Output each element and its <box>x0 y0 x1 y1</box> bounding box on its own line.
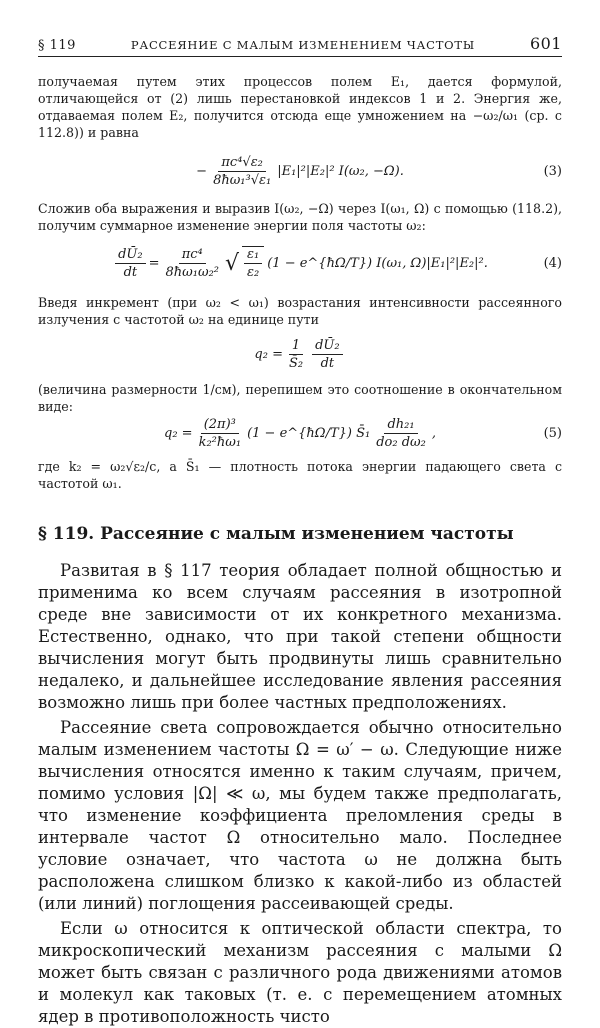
eq4-sqrt-fraction <box>242 246 264 280</box>
header-section: § 119 <box>38 38 76 53</box>
eq4-numerator: πc⁴ <box>179 247 206 264</box>
eq3-tag: (3) <box>543 164 562 179</box>
body-paragraph-3: Если ω относится к оптической области спектра, то микроскопический механизм рассеяния с малыми Ω может быть связан с различного рода движениями атомов и молекул как таковых (т. е. с перемещением атомных ядер в противоположность чисто <box>38 919 562 1026</box>
eq5-fraction-1 <box>196 417 245 450</box>
q2-fraction-2 <box>312 338 343 371</box>
equation-3 <box>38 155 562 188</box>
running-header <box>38 34 562 57</box>
paragraph-4: (величина размерности 1/см), перепишем это соотношение в окончательном виде: <box>38 382 562 414</box>
eq3-prefix: − <box>196 164 208 179</box>
eq5-denominator-1: k₂²ħω₁ <box>198 435 242 450</box>
eq4-sqrt-denominator: ε₂ <box>247 265 260 280</box>
eq4-lhs-denominator: dt <box>123 264 138 280</box>
eq3-numerator: πc⁴√ε₂ <box>218 155 266 172</box>
eq4-lhs <box>115 247 146 280</box>
eq5-fraction-2 <box>373 417 429 450</box>
eq4-sqrt-sign: √ <box>225 250 240 276</box>
page <box>38 34 562 1028</box>
q2-lhs: q₂ = <box>254 347 283 362</box>
eq5-middle: (1 − e^{ħΩ/T}) S̄₁ <box>247 426 371 441</box>
eq3-denominator: 8ħω₁³√ε₁ <box>213 173 272 188</box>
q2-numerator-2: dŪ₂ <box>312 338 343 355</box>
page-number: 601 <box>529 34 562 53</box>
section-body <box>38 560 562 1028</box>
eq5-numerator-2: dh₂₁ <box>384 417 417 434</box>
eq5-denominator-2: do₂ dω₂ <box>376 435 426 450</box>
q2-denominator-1: S̄₂ <box>288 356 304 371</box>
paragraph-5: где k₂ = ω₂√ε₂/c, а S̄₁ — плотность потока энергии падающего света с частотой ω₁. <box>38 459 562 491</box>
eq4-tag: (4) <box>543 255 562 271</box>
upper-text <box>38 73 562 492</box>
body-paragraph-2: Рассеяние света сопровождается обычно относительно малым изменением частоты Ω = ω′ − ω. Следующие ниже вычисления относятся именно к таким случаям, причем, помимо условия |Ω| ≪ ω, мы будем также предполагать, что изменение коэффициента преломления среды в интервале частот Ω относительно мало. Последнее условие означает, что частота ω не должна быть расположена слишком близко к какой-либо из областей (или линий) поглощения рассеивающей среды. <box>38 718 562 913</box>
paragraph-1: получаемая путем этих процессов полем E₁, дается формулой, отличающейся от (2) лишь перестановкой индексов 1 и 2. Энергия же, отдаваемая полем E₂, получится отсюда еще умножением на −ω₂/ω₁ (ср. с 112.8)) и равна <box>38 74 562 140</box>
eq4-lhs-numerator: dŪ₂ <box>115 247 146 264</box>
q2-numerator-1: 1 <box>289 338 303 355</box>
eq4-fraction <box>163 247 222 280</box>
q2-denominator-2: dt <box>320 356 335 371</box>
paragraph-2: Сложив оба выражения и выразив I(ω₂, −Ω) через I(ω₁, Ω) с помощью (118.2), получим суммарное изменение энергии поля частоты ω₂: <box>38 201 562 233</box>
paragraph-3: Введя инкремент (при ω₂ < ω₁) возрастания интенсивности рассеянного излучения с частотой ω₂ на единице пути <box>38 295 562 327</box>
eq4-rest: (1 − e^{ħΩ/T}) I(ω₁, Ω)|E₁|²|E₂|². <box>267 255 488 271</box>
eq3-fraction <box>210 155 274 188</box>
q2-fraction-1 <box>286 338 306 371</box>
equation-q2 <box>38 338 562 371</box>
eq5-numerator-1: (2π)³ <box>201 417 239 434</box>
equation-4 <box>38 246 562 280</box>
eq3-rest: |E₁|²|E₂|² I(ω₂, −Ω). <box>277 164 404 179</box>
equation-5 <box>38 417 562 450</box>
eq5-tag: (5) <box>543 426 562 441</box>
section-title: § 119. Рассеяние с малым изменением частоты <box>38 524 514 544</box>
header-title: РАССЕЯНИЕ С МАЛЫМ ИЗМЕНЕНИЕМ ЧАСТОТЫ <box>130 38 475 52</box>
eq4-equals: = <box>148 255 160 271</box>
body-paragraph-1: Развитая в § 117 теория обладает полной общностью и применима ко всем случаям рассеяния в изотропной среде вне зависимости от их конкретного механизма. Естественно, однако, что при такой степени общности вычисления могут быть продвинуты лишь сравнительно недалеко, и дальнейшее исследование явления рассеяния возможно лишь при более частных предположениях. <box>38 561 562 712</box>
eq4-denominator: 8ħω₁ω₂² <box>165 264 219 280</box>
eq4-sqrt-numerator: ε₁ <box>244 247 262 264</box>
eq5-lhs: q₂ = <box>164 426 193 441</box>
eq5-tail: , <box>431 426 436 441</box>
